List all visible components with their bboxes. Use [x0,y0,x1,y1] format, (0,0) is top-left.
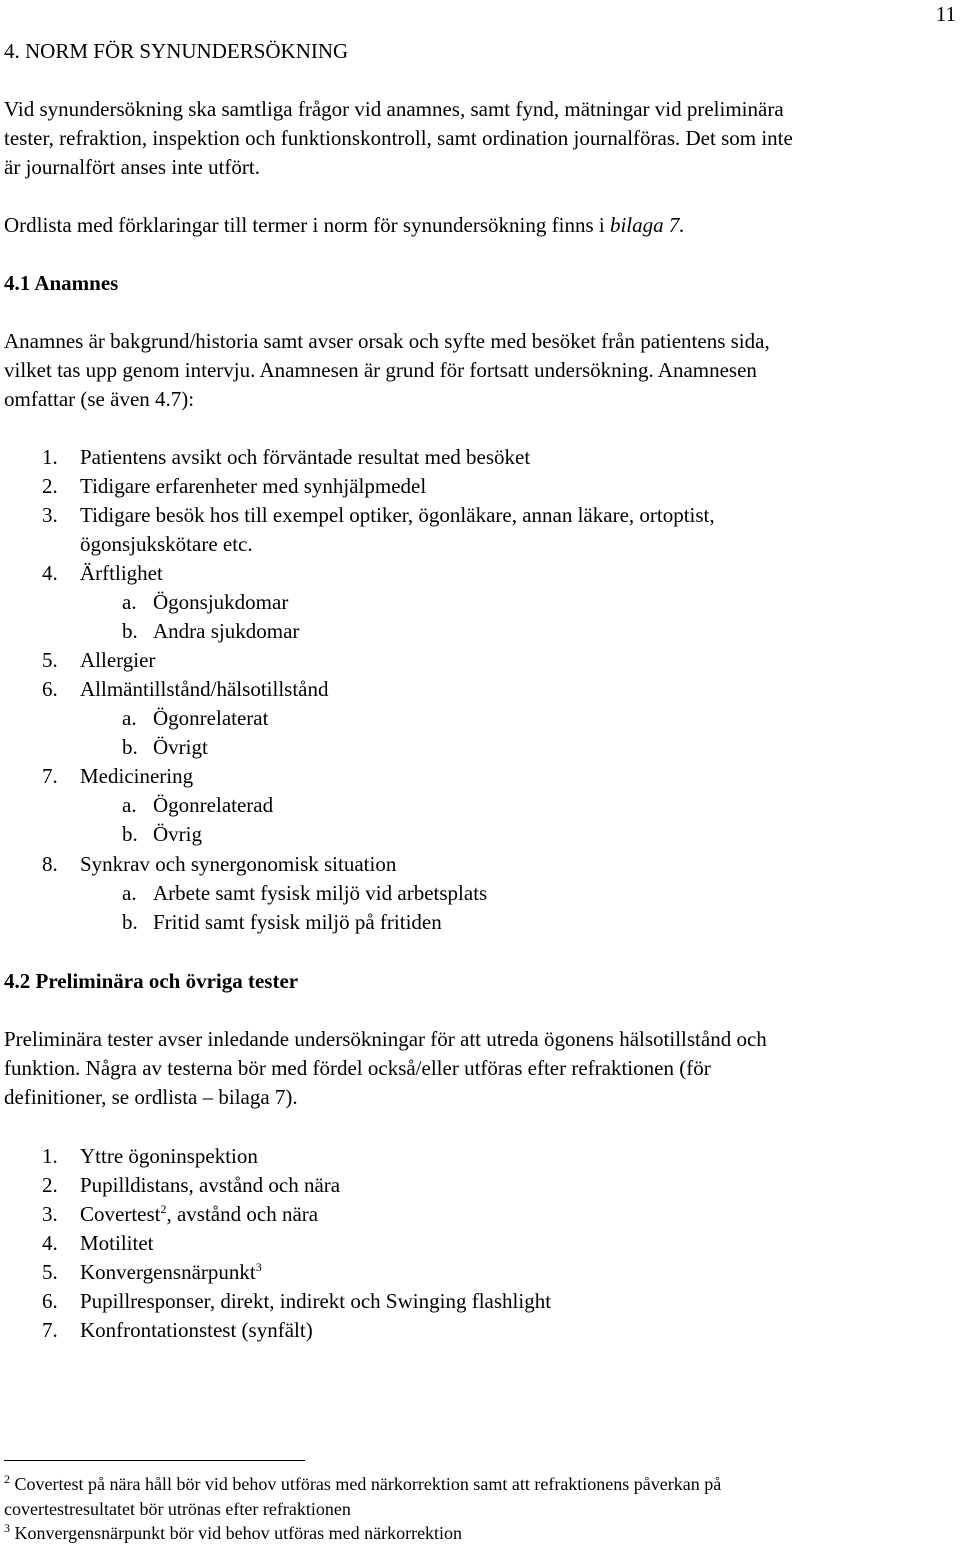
sub-item-text: Ögonrelaterat [153,706,269,730]
glossary-prefix: Ordlista med förklaringar till termer i norm för synundersökning finns i [4,213,610,237]
test-item [42,1316,313,1345]
intro-line-1: Vid synundersökning ska samtliga frågor vid anamnes, samt fynd, mätningar vid preliminära [4,97,784,121]
footnote-continuation: covertestresultatet bör utrönas efter refraktionen [4,1499,351,1519]
item-text: Pupilldistans, avstånd och nära [80,1173,341,1197]
item-number: 2. [42,1173,58,1197]
item-number: 3. [42,503,58,527]
intro-line-2: tester, refraktion, inspektion och funktionskontroll, samt ordination journalföras. Det som inte [4,126,793,150]
list-item [42,472,426,501]
glossary-note [4,211,685,240]
sub-item [122,791,273,820]
list-item-continuation: ögonsjukskötare etc. [80,532,253,556]
item-number: 8. [42,852,58,876]
item-text: Motilitet [80,1231,154,1255]
item-number: 6. [42,1289,58,1313]
page-number: 11 [935,2,956,26]
sub-item [122,733,208,762]
list-item [42,646,155,675]
item-text: Konvergensnärpunkt [80,1260,256,1284]
item-number: 2. [42,474,58,498]
test-item [42,1171,340,1200]
sub-item-letter: a. [122,793,137,817]
sub-item [122,588,288,617]
preliminara-line-1: Preliminära tester avser inledande undersökningar för att utreda ögonens hälsotillstånd och [4,1027,767,1051]
item-number: 1. [42,1144,58,1168]
sub-item-letter: b. [122,822,138,846]
sub-item-text: Andra sjukdomar [153,619,300,643]
item-text: Synkrav och synergonomisk situation [80,852,397,876]
item-text: Allmäntillstånd/hälsotillstånd [80,677,329,701]
list-item [42,443,530,472]
section-title [4,37,348,66]
sub-item [122,820,202,849]
item-text: Pupillresponser, direkt, indirekt och Swinging flashlight [80,1289,552,1313]
sub-item-letter: b. [122,735,138,759]
sub-item-text: Övrig [153,822,202,846]
sub-item-letter: b. [122,910,138,934]
sub-item-letter: a. [122,881,137,905]
footnote-ref[interactable]: 3 [255,1260,262,1274]
sub-item-text: Ögonsjukdomar [153,590,289,614]
section-title-text: 4. NORM FÖR SYNUNDERSÖKNING [4,39,349,63]
item-text-after: , avstånd och nära [166,1202,319,1226]
sub-item-text: Arbete samt fysisk miljö vid arbetsplats [153,881,488,905]
item-text: Patientens avsikt och förväntade resultat med besöket [80,445,531,469]
item-text: Tidigare besök hos till exempel optiker, ögonläkare, annan läkare, ortoptist, [80,503,715,527]
item-number: 7. [42,1318,58,1342]
item-text: Covertest [80,1202,161,1226]
list-item [42,762,193,791]
item-text: Allergier [80,648,156,672]
anamnes-line-3: omfattar (se även 4.7): [4,387,195,411]
list-item [42,850,396,879]
footnote-mark: 2 [4,1472,10,1486]
anamnes-line-1: Anamnes är bakgrund/historia samt avser orsak och syfte med besöket från patientens sida, [4,329,770,353]
item-text: Tidigare erfarenheter med synhjälpmedel [80,474,427,498]
item-number: 3. [42,1202,58,1226]
preliminara-heading: 4.2 Preliminära och övriga tester [4,969,299,993]
item-text: Ärftlighet [80,561,163,585]
anamnes-line-2: vilket tas upp genom intervju. Anamnesen är grund för fortsatt undersökning. Anamnesen [4,358,757,382]
item-number: 5. [42,648,58,672]
sub-item-letter: b. [122,619,138,643]
footnote-separator [4,1460,305,1461]
sub-item-letter: a. [122,590,137,614]
item-number: 4. [42,561,58,585]
item-number: 4. [42,1231,58,1255]
test-item [42,1287,551,1316]
preliminara-line-3: definitioner, se ordlista – bilaga 7). [4,1085,298,1109]
glossary-link[interactable]: bilaga 7. [609,213,685,237]
footnote-text: Covertest på nära håll bör vid behov utföras med närkorrektion samt att refraktionens påverkan på [14,1474,722,1494]
list-item [42,675,328,704]
item-text: Medicinering [80,764,194,788]
preliminara-line-2: funktion. Några av testerna bör med fördel också/eller utföras efter refraktionen (för [4,1056,711,1080]
item-number: 1. [42,445,58,469]
sub-item [122,704,268,733]
sub-item-text: Ögonrelaterad [153,793,274,817]
intro-line-3: är journalfört anses inte utfört. [4,155,260,179]
footnote-mark: 3 [4,1521,10,1535]
test-item [42,1142,258,1171]
sub-item [122,617,299,646]
sub-item-letter: a. [122,706,137,730]
footnote-text: Konvergensnärpunkt bör vid behov utföras med närkorrektion [14,1523,463,1543]
item-number: 5. [42,1260,58,1284]
test-item [42,1229,154,1258]
item-number: 7. [42,764,58,788]
sub-item-text: Fritid samt fysisk miljö på fritiden [153,910,442,934]
test-item [42,1258,262,1287]
list-item [42,501,715,530]
sub-item [122,908,442,937]
item-text: Konfrontationstest (synfält) [80,1318,313,1342]
footnote [4,1473,721,1496]
test-item [42,1200,318,1229]
sub-item-text: Övrigt [153,735,208,759]
footnote-ref[interactable]: 2 [160,1202,167,1216]
list-item [42,559,163,588]
footnote [4,1522,462,1545]
anamnes-heading: 4.1 Anamnes [4,271,119,295]
item-text: Yttre ögoninspektion [80,1144,258,1168]
sub-item [122,879,487,908]
item-number: 6. [42,677,58,701]
